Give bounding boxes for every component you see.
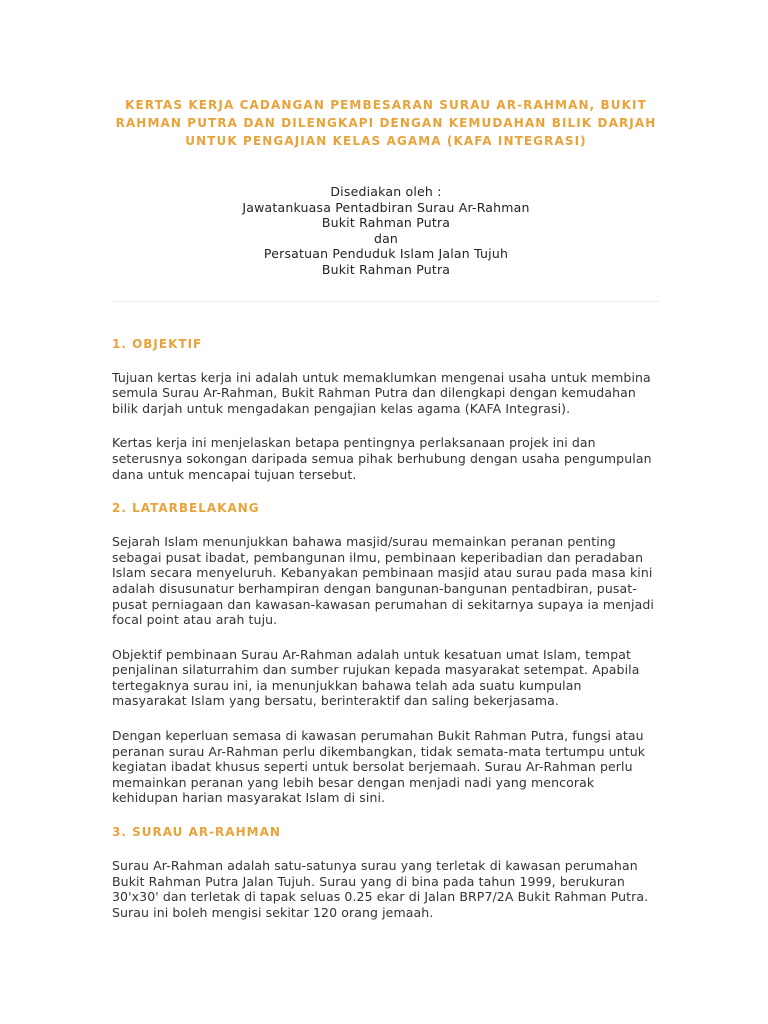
organization-location: Bukit Rahman Putra [321, 261, 451, 277]
section-heading-latarbelakang: 2. LATARBELAKANG [112, 501, 260, 516]
paragraph [112, 534, 660, 628]
paragraph-line: Islam secara menyeluruh. Kebanyakan pembinaan masjid atau surau pada masa kini [112, 565, 653, 581]
paragraph [112, 435, 660, 482]
title-line: UNTUK PENGAJIAN KELAS AGAMA (KAFA INTEGRASI) [185, 134, 587, 148]
section-heading-surau: 3. SURAU AR-RAHMAN [112, 825, 281, 840]
paragraph-line: Bukit Rahman Putra Jalan Tujuh. Surau yang di bina pada tahun 1999, berukuran [112, 873, 625, 889]
paragraph-line: 30'x30' dan terletak di tapak seluas 0.25 ekar di Jalan BRP7/2A Bukit Rahman Putra. [112, 889, 649, 905]
document-page [112, 96, 660, 920]
paragraph-line: seterusnya sokongan daripada semua pihak berhubung dengan usaha pengumpulan [112, 450, 652, 466]
prepared-by-block [112, 184, 660, 278]
prepared-by-label: Disediakan oleh : [330, 184, 442, 199]
paragraph-line: penjalinan silaturrahim dan sumber rujukan kepada masyarakat setempat. Apabila [112, 662, 640, 678]
paragraph-line: pusat perniagaan dan kawasan-kawasan perumahan di sekitarnya supaya ia menjadi [112, 596, 654, 612]
paragraph-line: Surau ini boleh mengisi sekitar 120 orang jemaah. [112, 904, 434, 920]
paragraph-line: semula Surau Ar-Rahman, Bukit Rahman Putra dan dilengkapi dengan kemudahan [112, 385, 636, 401]
paragraph-line: kegiatan ibadat khusus seperti untuk bersolat berjemaah. Surau Ar-Rahman perlu [112, 759, 633, 775]
paragraph-line: masyarakat Islam yang bersatu, berinteraktif dan saling bekerjasama. [112, 693, 559, 709]
paragraph-line: sebagai pusat ibadat, pembangunan ilmu, pembinaan keperibadian dan peradaban [112, 549, 644, 565]
paragraph-line: Kertas kerja ini menjelaskan betapa pentingnya perlaksanaan projek ini dan [112, 435, 596, 451]
title-line: KERTAS KERJA CADANGAN PEMBESARAN SURAU AR-RAHMAN, BUKIT [125, 98, 647, 112]
paragraph-line: bilik darjah untuk mengadakan pengajian kelas agama (KAFA Integrasi). [112, 400, 571, 416]
paragraph-line: memainkan peranan yang lebih besar dengan menjadi nadi yang mencorak [112, 774, 595, 790]
paragraph [112, 728, 660, 806]
paragraph-line: focal point atau arah tuju. [112, 612, 278, 628]
section-heading-objektif: 1. OBJEKTIF [112, 336, 203, 351]
organization-location: Bukit Rahman Putra [321, 215, 451, 231]
paragraph-line: Sejarah Islam menunjukkan bahawa masjid/surau memainkan peranan penting [112, 534, 616, 550]
paragraph-line: tertegaknya surau ini, ia menunjukkan bahawa telah ada suatu kumpulan [112, 677, 582, 693]
paragraph [112, 858, 660, 920]
paragraph [112, 647, 660, 709]
paragraph-line: peranan surau Ar-Rahman perlu dikembangkan, tidak semata-mata tertumpu untuk [112, 743, 646, 759]
paragraph-line: kehidupan harian masyarakat Islam di sini. [112, 790, 386, 806]
divider [112, 301, 660, 302]
paragraph [112, 370, 660, 417]
paragraph-line: dana untuk mencapai tujuan tersebut. [112, 466, 357, 482]
paragraph-line: Surau Ar-Rahman adalah satu-satunya surau yang terletak di kawasan perumahan [112, 858, 638, 874]
title-line: RAHMAN PUTRA DAN DILENGKAPI DENGAN KEMUDAHAN BILIK DARJAH [115, 116, 657, 130]
organization-name: Persatuan Penduduk Islam Jalan Tujuh [263, 246, 509, 262]
organization-name: Jawatankuasa Pentadbiran Surau Ar-Rahman [242, 199, 530, 215]
paragraph-line: adalah disusunatur berhampiran dengan bangunan-bangunan pentadbiran, pusat- [112, 580, 637, 596]
document-title [112, 96, 660, 150]
paragraph-line: Dengan keperluan semasa di kawasan perumahan Bukit Rahman Putra, fungsi atau [112, 728, 644, 744]
conjunction-text: dan [373, 230, 399, 246]
paragraph-line: Objektif pembinaan Surau Ar-Rahman adalah untuk kesatuan umat Islam, tempat [112, 646, 631, 662]
paragraph-line: Tujuan kertas kerja ini adalah untuk memaklumkan mengenai usaha untuk membina [112, 369, 651, 385]
